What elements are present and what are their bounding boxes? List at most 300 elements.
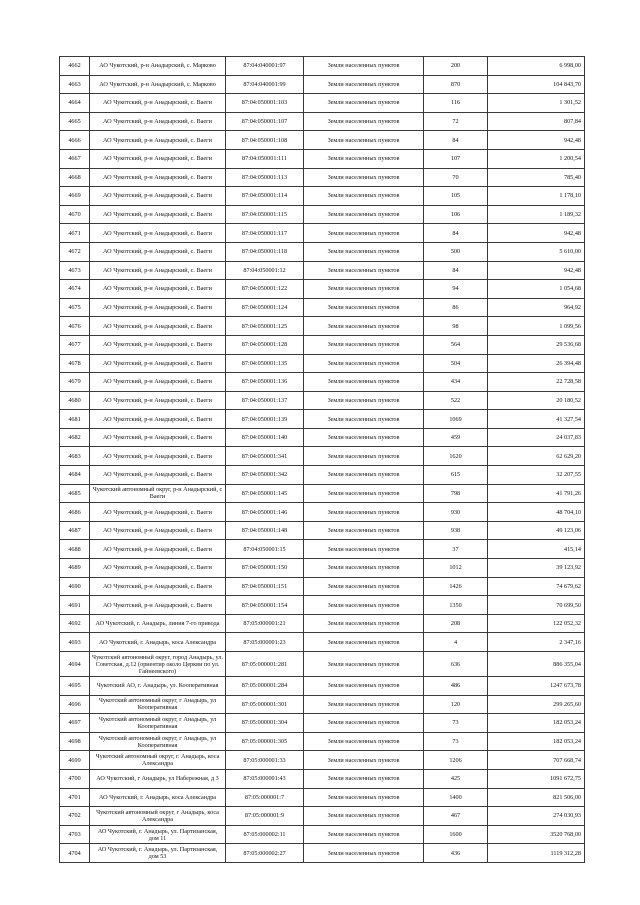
area-cell: 467 xyxy=(424,807,488,826)
row-number: 4695 xyxy=(60,677,90,696)
row-number: 4699 xyxy=(60,751,90,770)
row-number: 4687 xyxy=(60,521,90,540)
cadastral-number-cell: 87:04:050001:12 xyxy=(226,261,304,280)
area-cell: 486 xyxy=(424,677,488,696)
cadastral-value-cell: 1 054,68 xyxy=(488,280,585,299)
row-number: 4693 xyxy=(60,633,90,652)
land-category-cell: Земли населенных пунктов xyxy=(304,261,424,280)
area-cell: 1350 xyxy=(424,596,488,615)
cadastral-value-cell: 104 843,70 xyxy=(488,75,585,94)
table-row xyxy=(60,335,585,354)
cadastral-number-cell: 87:04:050001:145 xyxy=(226,484,304,503)
land-category-cell: Земли населенных пунктов xyxy=(304,335,424,354)
cadastral-value-cell: 1 189,32 xyxy=(488,205,585,224)
table-row xyxy=(60,844,585,863)
table-row xyxy=(60,633,585,652)
cadastral-number-cell: 87:04:050001:342 xyxy=(226,466,304,485)
land-category-cell: Земли населенных пунктов xyxy=(304,484,424,503)
address-cell: АО Чукотский, р-н Анадырский, с. Ваеги xyxy=(90,577,226,596)
row-number: 4697 xyxy=(60,714,90,733)
table-row xyxy=(60,149,585,168)
land-category-cell: Земли населенных пунктов xyxy=(304,242,424,261)
area-cell: 459 xyxy=(424,428,488,447)
land-category-cell: Земли населенных пунктов xyxy=(304,652,424,677)
cadastral-number-cell: 87:04:050001:15 xyxy=(226,540,304,559)
table-row xyxy=(60,94,585,113)
cadastral-number-cell: 87:04:050001:136 xyxy=(226,373,304,392)
row-number: 4702 xyxy=(60,807,90,826)
land-category-cell: Земли населенных пунктов xyxy=(304,596,424,615)
row-number: 4681 xyxy=(60,410,90,429)
row-number: 4665 xyxy=(60,112,90,131)
cadastral-value-cell: 22 728,58 xyxy=(488,373,585,392)
land-category-cell: Земли населенных пунктов xyxy=(304,521,424,540)
row-number: 4703 xyxy=(60,825,90,844)
table-body xyxy=(60,57,585,863)
address-cell: Чукотский автономный округ, г Анадырь, ул Кооперативная xyxy=(90,714,226,733)
table-row xyxy=(60,521,585,540)
cadastral-number-cell: 87:05:000001:9 xyxy=(226,807,304,826)
row-number: 4663 xyxy=(60,75,90,94)
cadastral-number-cell: 87:04:050001:146 xyxy=(226,503,304,522)
area-cell: 94 xyxy=(424,280,488,299)
address-cell: Чукотский автономный округ, г. Анадырь, коса Александра xyxy=(90,751,226,770)
row-number: 4666 xyxy=(60,131,90,150)
table-row xyxy=(60,373,585,392)
row-number: 4678 xyxy=(60,354,90,373)
area-cell: 208 xyxy=(424,614,488,633)
cadastral-value-cell: 1 178,10 xyxy=(488,187,585,206)
address-cell: АО Чукотский, г. Анадырь, линия 7-го привода xyxy=(90,614,226,633)
land-category-cell: Земли населенных пунктов xyxy=(304,577,424,596)
cadastral-number-cell: 87:04:050001:115 xyxy=(226,205,304,224)
area-cell: 504 xyxy=(424,354,488,373)
address-cell: АО Чукотский, р-н Анадырский, с. Ваеги xyxy=(90,94,226,113)
address-cell: АО Чукотский, р-н Анадырский, с. Марково xyxy=(90,75,226,94)
table-row xyxy=(60,224,585,243)
row-number: 4682 xyxy=(60,428,90,447)
row-number: 4667 xyxy=(60,149,90,168)
land-category-cell: Земли населенных пунктов xyxy=(304,503,424,522)
cadastral-value-cell: 886 355,04 xyxy=(488,652,585,677)
area-cell: 98 xyxy=(424,317,488,336)
table-row xyxy=(60,714,585,733)
cadastral-value-cell: 821 506,00 xyxy=(488,788,585,807)
cadastral-value-cell: 32 207,55 xyxy=(488,466,585,485)
land-category-cell: Земли населенных пунктов xyxy=(304,825,424,844)
land-category-cell: Земли населенных пунктов xyxy=(304,769,424,788)
cadastral-number-cell: 87:05:000001:7 xyxy=(226,788,304,807)
cadastral-value-cell: 785,40 xyxy=(488,168,585,187)
row-number: 4685 xyxy=(60,484,90,503)
land-category-cell: Земли населенных пунктов xyxy=(304,131,424,150)
area-cell: 500 xyxy=(424,242,488,261)
address-cell: АО Чукотский, р-н Анадырский, с. Ваеги xyxy=(90,280,226,299)
cadastral-value-cell: 74 679,62 xyxy=(488,577,585,596)
address-cell: АО Чукотский, р-н Анадырский, с. Ваеги xyxy=(90,112,226,131)
area-cell: 615 xyxy=(424,466,488,485)
row-number: 4698 xyxy=(60,732,90,751)
table-row xyxy=(60,447,585,466)
cadastral-number-cell: 87:04:050001:122 xyxy=(226,280,304,299)
cadastral-value-cell: 1119 312,28 xyxy=(488,844,585,863)
cadastral-number-cell: 87:04:050001:140 xyxy=(226,428,304,447)
address-cell: АО Чукотский, г. Анадырь, ул. Партизанская, дом 11 xyxy=(90,825,226,844)
land-category-cell: Земли населенных пунктов xyxy=(304,714,424,733)
address-cell: АО Чукотский, г Анадырь, ул Набережная, д 3 xyxy=(90,769,226,788)
area-cell: 116 xyxy=(424,94,488,113)
cadastral-value-cell: 415,14 xyxy=(488,540,585,559)
area-cell: 73 xyxy=(424,732,488,751)
area-cell: 1012 xyxy=(424,559,488,578)
land-category-cell: Земли населенных пунктов xyxy=(304,614,424,633)
row-number: 4700 xyxy=(60,769,90,788)
table-row xyxy=(60,825,585,844)
row-number: 4684 xyxy=(60,466,90,485)
cadastral-number-cell: 87:05:000001:281 xyxy=(226,652,304,677)
address-cell: Чукотский АО, г. Анадырь, ул. Кооперативная xyxy=(90,677,226,696)
row-number: 4688 xyxy=(60,540,90,559)
table-row xyxy=(60,559,585,578)
address-cell: АО Чукотский, р-н Анадырский, с. Ваеги xyxy=(90,596,226,615)
cadastral-number-cell: 87:04:040001:99 xyxy=(226,75,304,94)
cadastral-number-cell: 87:04:050001:125 xyxy=(226,317,304,336)
cadastral-number-cell: 87:04:050001:107 xyxy=(226,112,304,131)
cadastral-value-cell: 20 180,52 xyxy=(488,391,585,410)
row-number: 4704 xyxy=(60,844,90,863)
table-row xyxy=(60,677,585,696)
land-category-cell: Земли населенных пунктов xyxy=(304,391,424,410)
row-number: 4673 xyxy=(60,261,90,280)
address-cell: АО Чукотский, р-н Анадырский, с. Ваеги xyxy=(90,354,226,373)
cadastral-value-cell: 964,92 xyxy=(488,298,585,317)
address-cell: АО Чукотский, р-н Анадырский, с. Ваеги xyxy=(90,149,226,168)
table-row xyxy=(60,410,585,429)
cadastral-number-cell: 87:05:000001:21 xyxy=(226,614,304,633)
land-category-cell: Земли населенных пунктов xyxy=(304,187,424,206)
address-cell: АО Чукотский, р-н Анадырский, с. Ваеги xyxy=(90,559,226,578)
cadastral-value-cell: 70 699,50 xyxy=(488,596,585,615)
cadastral-value-cell: 1091 672,75 xyxy=(488,769,585,788)
land-category-cell: Земли населенных пунктов xyxy=(304,94,424,113)
cadastral-number-cell: 87:05:000001:305 xyxy=(226,732,304,751)
table-row xyxy=(60,261,585,280)
address-cell: АО Чукотский, р-н Анадырский, с. Ваеги xyxy=(90,131,226,150)
cadastral-value-cell: 1 200,54 xyxy=(488,149,585,168)
cadastral-number-cell: 87:04:050001:139 xyxy=(226,410,304,429)
land-category-cell: Земли населенных пунктов xyxy=(304,447,424,466)
area-cell: 930 xyxy=(424,503,488,522)
row-number: 4701 xyxy=(60,788,90,807)
area-cell: 870 xyxy=(424,75,488,94)
land-category-cell: Земли населенных пунктов xyxy=(304,466,424,485)
table-row xyxy=(60,205,585,224)
area-cell: 106 xyxy=(424,205,488,224)
land-category-cell: Земли населенных пунктов xyxy=(304,807,424,826)
area-cell: 564 xyxy=(424,335,488,354)
address-cell: АО Чукотский, р-н Анадырский, с. Марково xyxy=(90,57,226,76)
table-row xyxy=(60,466,585,485)
area-cell: 200 xyxy=(424,57,488,76)
row-number: 4689 xyxy=(60,559,90,578)
cadastral-value-cell: 5 610,00 xyxy=(488,242,585,261)
cadastral-number-cell: 87:05:000002:27 xyxy=(226,844,304,863)
row-number: 4671 xyxy=(60,224,90,243)
cadastral-value-cell: 6 998,00 xyxy=(488,57,585,76)
area-cell: 1600 xyxy=(424,825,488,844)
cadastral-number-cell: 87:05:000002:11 xyxy=(226,825,304,844)
row-number: 4694 xyxy=(60,652,90,677)
area-cell: 798 xyxy=(424,484,488,503)
cadastral-value-cell: 41 327,54 xyxy=(488,410,585,429)
cadastral-value-cell: 62 629,20 xyxy=(488,447,585,466)
table-row xyxy=(60,280,585,299)
row-number: 4686 xyxy=(60,503,90,522)
cadastral-value-cell: 182 053,24 xyxy=(488,732,585,751)
area-cell: 84 xyxy=(424,261,488,280)
land-category-cell: Земли населенных пунктов xyxy=(304,317,424,336)
area-cell: 1426 xyxy=(424,577,488,596)
row-number: 4676 xyxy=(60,317,90,336)
table-row xyxy=(60,614,585,633)
cadastral-number-cell: 87:05:000001:301 xyxy=(226,695,304,714)
cadastral-number-cell: 87:04:050001:135 xyxy=(226,354,304,373)
land-category-cell: Земли населенных пунктов xyxy=(304,149,424,168)
row-number: 4674 xyxy=(60,280,90,299)
address-cell: АО Чукотский, р-н Анадырский, с. Ваеги xyxy=(90,373,226,392)
cadastral-number-cell: 87:04:050001:150 xyxy=(226,559,304,578)
cadastral-value-cell: 41 791,26 xyxy=(488,484,585,503)
table-row xyxy=(60,596,585,615)
address-cell: АО Чукотский, р-н Анадырский, с. Ваеги xyxy=(90,410,226,429)
row-number: 4675 xyxy=(60,298,90,317)
table-row xyxy=(60,131,585,150)
cadastral-number-cell: 87:04:050001:137 xyxy=(226,391,304,410)
table-row xyxy=(60,732,585,751)
row-number: 4669 xyxy=(60,187,90,206)
area-cell: 105 xyxy=(424,187,488,206)
address-cell: АО Чукотский, г. Анадырь, коса Александра xyxy=(90,788,226,807)
cadastral-number-cell: 87:04:050001:118 xyxy=(226,242,304,261)
table-row xyxy=(60,540,585,559)
row-number: 4683 xyxy=(60,447,90,466)
area-cell: 1206 xyxy=(424,751,488,770)
land-category-cell: Земли населенных пунктов xyxy=(304,298,424,317)
cadastral-value-cell: 1 301,52 xyxy=(488,94,585,113)
area-cell: 84 xyxy=(424,224,488,243)
table-row xyxy=(60,751,585,770)
address-cell: АО Чукотский, р-н Анадырский, с. Ваеги xyxy=(90,187,226,206)
table-row xyxy=(60,57,585,76)
area-cell: 73 xyxy=(424,714,488,733)
row-number: 4680 xyxy=(60,391,90,410)
land-category-cell: Земли населенных пунктов xyxy=(304,751,424,770)
cadastral-number-cell: 87:05:000001:43 xyxy=(226,769,304,788)
cadastral-value-cell: 49 123,06 xyxy=(488,521,585,540)
address-cell: АО Чукотский, р-н Анадырский, с. Ваеги xyxy=(90,466,226,485)
cadastral-value-cell: 2 347,16 xyxy=(488,633,585,652)
area-cell: 1620 xyxy=(424,447,488,466)
land-category-cell: Земли населенных пунктов xyxy=(304,75,424,94)
cadastral-number-cell: 87:04:050001:111 xyxy=(226,149,304,168)
cadastral-number-cell: 87:05:000001:284 xyxy=(226,677,304,696)
address-cell: Чукотский автономный округ, город Анадырь, ул. Советская, д.12 (ориентир около Церкви по ул. Гайнеевского) xyxy=(90,652,226,677)
table-row xyxy=(60,391,585,410)
cadastral-number-cell: 87:05:000001:23 xyxy=(226,633,304,652)
cadastral-value-cell: 48 704,10 xyxy=(488,503,585,522)
land-registry-page xyxy=(59,56,584,863)
address-cell: Чукотский автономный округ, г Анадырь, ул Кооперативная xyxy=(90,695,226,714)
land-category-cell: Земли населенных пунктов xyxy=(304,205,424,224)
cadastral-value-cell: 942,48 xyxy=(488,131,585,150)
area-cell: 86 xyxy=(424,298,488,317)
row-number: 4664 xyxy=(60,94,90,113)
table-row xyxy=(60,695,585,714)
address-cell: АО Чукотский, р-н Анадырский, с. Ваеги xyxy=(90,298,226,317)
land-category-cell: Земли населенных пунктов xyxy=(304,410,424,429)
cadastral-value-cell: 182 053,24 xyxy=(488,714,585,733)
table-row xyxy=(60,503,585,522)
cadastral-value-cell: 942,48 xyxy=(488,224,585,243)
area-cell: 4 xyxy=(424,633,488,652)
address-cell: АО Чукотский, р-н Анадырский, с. Ваеги xyxy=(90,168,226,187)
address-cell: АО Чукотский, р-н Анадырский, с. Ваеги xyxy=(90,391,226,410)
table-row xyxy=(60,807,585,826)
address-cell: АО Чукотский, г. Анадырь, ул. Партизанская, дом 53 xyxy=(90,844,226,863)
table-row xyxy=(60,484,585,503)
area-cell: 436 xyxy=(424,844,488,863)
cadastral-value-cell: 1 099,56 xyxy=(488,317,585,336)
cadastral-value-cell: 24 037,83 xyxy=(488,428,585,447)
cadastral-value-cell: 274 030,93 xyxy=(488,807,585,826)
cadastral-number-cell: 87:04:050001:124 xyxy=(226,298,304,317)
row-number: 4690 xyxy=(60,577,90,596)
row-number: 4670 xyxy=(60,205,90,224)
cadastral-value-cell: 707 668,74 xyxy=(488,751,585,770)
address-cell: Чукотский автономный округ, г Анадырь, ул Кооперативная xyxy=(90,732,226,751)
address-cell: АО Чукотский, р-н Анадырский, с. Ваеги xyxy=(90,224,226,243)
table-row xyxy=(60,187,585,206)
land-category-cell: Земли населенных пунктов xyxy=(304,354,424,373)
land-category-cell: Земли населенных пунктов xyxy=(304,695,424,714)
area-cell: 522 xyxy=(424,391,488,410)
table-row xyxy=(60,788,585,807)
row-number: 4691 xyxy=(60,596,90,615)
cadastral-number-cell: 87:04:050001:341 xyxy=(226,447,304,466)
cadastral-value-cell: 942,48 xyxy=(488,261,585,280)
land-category-cell: Земли населенных пунктов xyxy=(304,168,424,187)
area-cell: 425 xyxy=(424,769,488,788)
table-row xyxy=(60,577,585,596)
cadastral-value-cell: 807,84 xyxy=(488,112,585,131)
area-cell: 938 xyxy=(424,521,488,540)
cadastral-value-cell: 39 123,92 xyxy=(488,559,585,578)
cadastral-number-cell: 87:05:000001:33 xyxy=(226,751,304,770)
land-category-cell: Земли населенных пунктов xyxy=(304,540,424,559)
address-cell: АО Чукотский, р-н Анадырский, с. Ваеги xyxy=(90,503,226,522)
row-number: 4692 xyxy=(60,614,90,633)
land-category-cell: Земли населенных пунктов xyxy=(304,112,424,131)
land-category-cell: Земли населенных пунктов xyxy=(304,788,424,807)
land-category-cell: Земли населенных пунктов xyxy=(304,844,424,863)
row-number: 4672 xyxy=(60,242,90,261)
row-number: 4662 xyxy=(60,57,90,76)
land-category-cell: Земли населенных пунктов xyxy=(304,633,424,652)
table-row xyxy=(60,298,585,317)
table-row xyxy=(60,354,585,373)
table-row xyxy=(60,168,585,187)
address-cell: АО Чукотский, р-н Анадырский, с. Ваеги xyxy=(90,540,226,559)
table-row xyxy=(60,242,585,261)
land-category-cell: Земли населенных пунктов xyxy=(304,224,424,243)
address-cell: АО Чукотский, р-н Анадырский, с. Ваеги xyxy=(90,335,226,354)
address-cell: АО Чукотский, г. Анадырь, коса Александра xyxy=(90,633,226,652)
address-cell: Чукотский автономный округ, г Анадырь, коса Александра xyxy=(90,807,226,826)
cadastral-value-cell: 299 265,60 xyxy=(488,695,585,714)
table-row xyxy=(60,317,585,336)
cadastral-value-cell: 29 536,68 xyxy=(488,335,585,354)
table-row xyxy=(60,112,585,131)
land-category-cell: Земли населенных пунктов xyxy=(304,280,424,299)
area-cell: 120 xyxy=(424,695,488,714)
cadastral-number-cell: 87:04:040001:97 xyxy=(226,57,304,76)
row-number: 4696 xyxy=(60,695,90,714)
area-cell: 1069 xyxy=(424,410,488,429)
row-number: 4668 xyxy=(60,168,90,187)
cadastral-number-cell: 87:04:050001:114 xyxy=(226,187,304,206)
cadastral-number-cell: 87:04:050001:103 xyxy=(226,94,304,113)
land-plots-table xyxy=(59,56,585,863)
address-cell: АО Чукотский, р-н Анадырский, с. Ваеги xyxy=(90,261,226,280)
land-category-cell: Земли населенных пунктов xyxy=(304,732,424,751)
table-row xyxy=(60,769,585,788)
cadastral-number-cell: 87:04:050001:148 xyxy=(226,521,304,540)
area-cell: 107 xyxy=(424,149,488,168)
cadastral-number-cell: 87:04:050001:128 xyxy=(226,335,304,354)
area-cell: 84 xyxy=(424,131,488,150)
address-cell: АО Чукотский, р-н Анадырский, с. Ваеги xyxy=(90,428,226,447)
area-cell: 37 xyxy=(424,540,488,559)
area-cell: 434 xyxy=(424,373,488,392)
address-cell: АО Чукотский, р-н Анадырский, с. Ваеги xyxy=(90,317,226,336)
cadastral-number-cell: 87:04:050001:117 xyxy=(226,224,304,243)
row-number: 4677 xyxy=(60,335,90,354)
cadastral-number-cell: 87:04:050001:108 xyxy=(226,131,304,150)
cadastral-number-cell: 87:04:050001:154 xyxy=(226,596,304,615)
area-cell: 1400 xyxy=(424,788,488,807)
cadastral-value-cell: 1247 673,78 xyxy=(488,677,585,696)
cadastral-number-cell: 87:04:050001:113 xyxy=(226,168,304,187)
row-number: 4679 xyxy=(60,373,90,392)
address-cell: АО Чукотский, р-н Анадырский, с. Ваеги xyxy=(90,242,226,261)
cadastral-number-cell: 87:04:050001:151 xyxy=(226,577,304,596)
cadastral-number-cell: 87:05:000001:304 xyxy=(226,714,304,733)
area-cell: 70 xyxy=(424,168,488,187)
address-cell: АО Чукотский, р-н Анадырский, с. Ваеги xyxy=(90,205,226,224)
land-category-cell: Земли населенных пунктов xyxy=(304,57,424,76)
address-cell: АО Чукотский, р-н Анадырский, с. Ваеги xyxy=(90,447,226,466)
land-category-cell: Земли населенных пунктов xyxy=(304,428,424,447)
land-category-cell: Земли населенных пунктов xyxy=(304,373,424,392)
address-cell: Чукотский автономный округ, р-н Анадырский, с Ваеги xyxy=(90,484,226,503)
table-row xyxy=(60,652,585,677)
area-cell: 72 xyxy=(424,112,488,131)
table-row xyxy=(60,428,585,447)
land-category-cell: Земли населенных пунктов xyxy=(304,677,424,696)
cadastral-value-cell: 3520 768,00 xyxy=(488,825,585,844)
land-category-cell: Земли населенных пунктов xyxy=(304,559,424,578)
cadastral-value-cell: 122 052,32 xyxy=(488,614,585,633)
